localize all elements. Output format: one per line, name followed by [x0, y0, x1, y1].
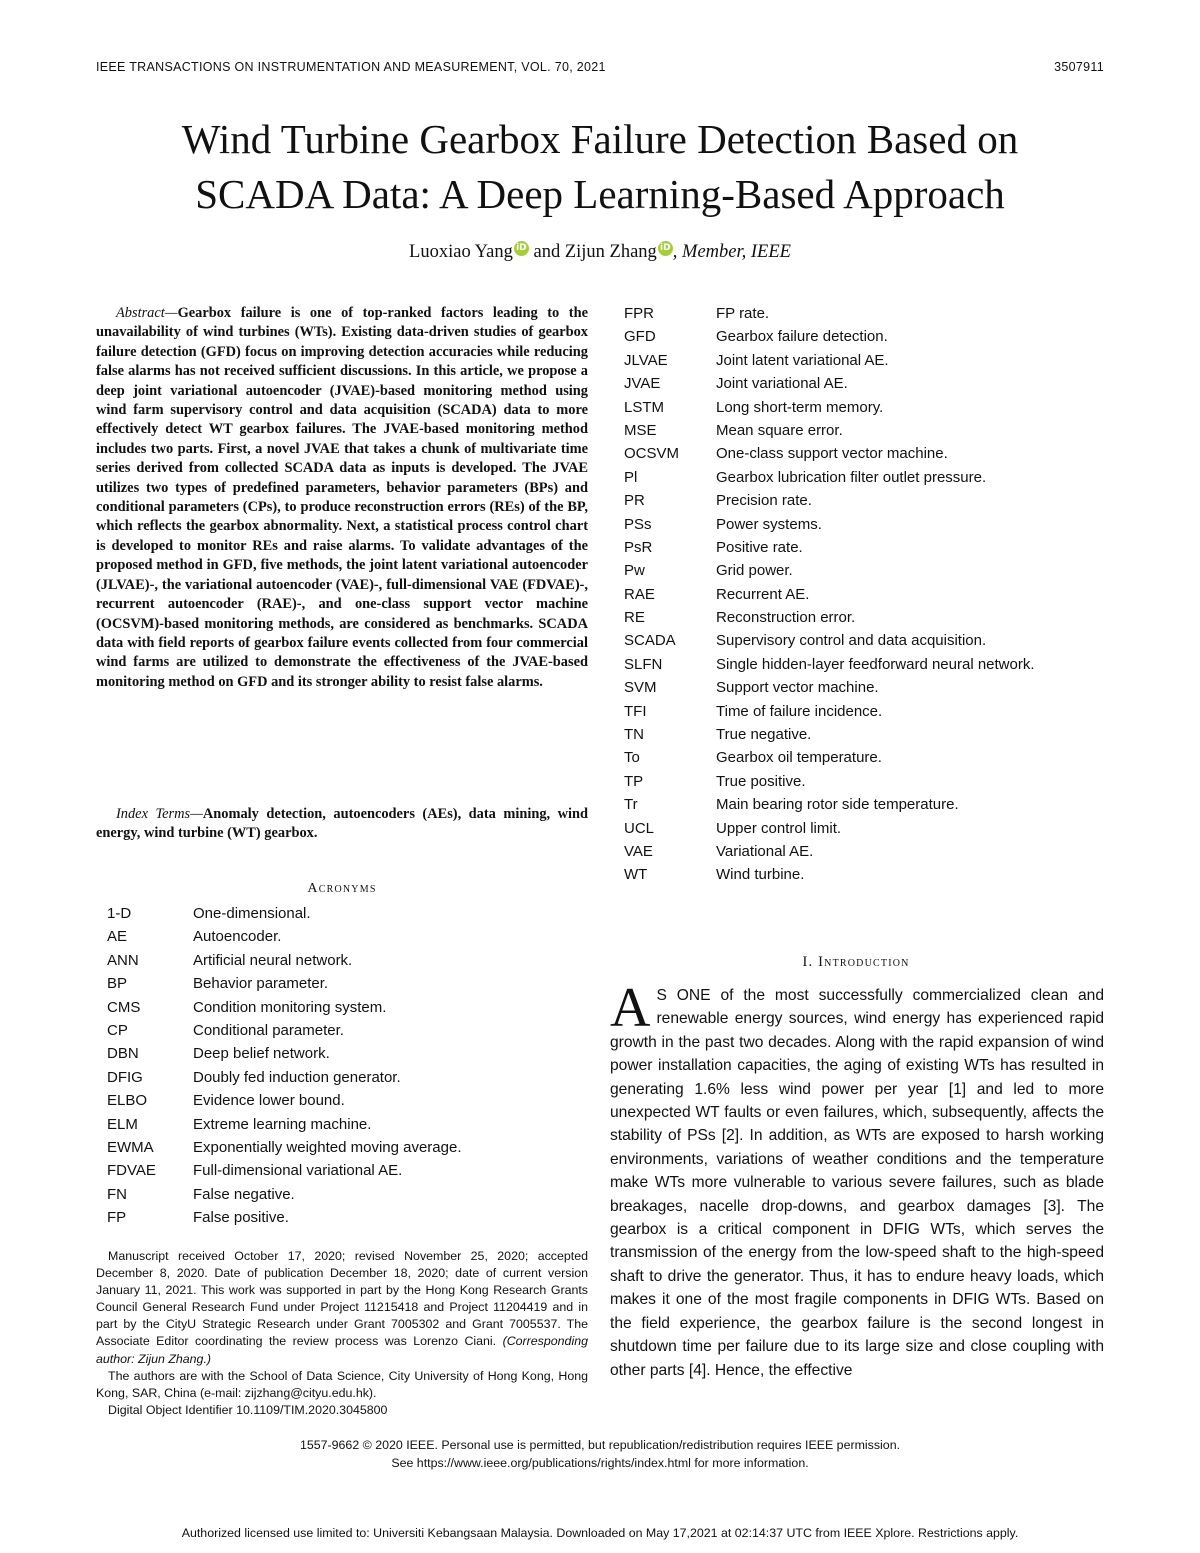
orcid-icon[interactable]: iD	[658, 241, 673, 256]
acronym-definition: Wind turbine.	[716, 866, 805, 884]
acronym-abbreviation: FP	[107, 1209, 127, 1227]
manuscript-history	[96, 1248, 588, 1368]
acronym-abbreviation: SLFN	[624, 655, 663, 673]
acronym-definition: Recurrent AE.	[716, 585, 810, 603]
abstract	[96, 304, 588, 692]
acronym-definition: Precision rate.	[716, 492, 812, 510]
acronym-definition: Doubly fed induction generator.	[193, 1068, 401, 1086]
acronym-abbreviation: OCSVM	[624, 445, 680, 463]
acronym-row	[624, 352, 1104, 375]
acronym-row	[624, 843, 1104, 866]
acronym-abbreviation: EWMA	[107, 1138, 154, 1156]
acronym-definition: Variational AE.	[716, 842, 814, 860]
acronym-row	[624, 796, 1104, 819]
acronym-definition: Deep belief network.	[193, 1045, 330, 1063]
acronym-abbreviation: PsR	[624, 538, 653, 556]
acronym-abbreviation: TN	[624, 726, 644, 744]
acronym-abbreviation: ELBO	[107, 1092, 148, 1110]
acronym-abbreviation: GFD	[624, 328, 656, 346]
acronym-definition: Gearbox oil temperature.	[716, 749, 882, 767]
acronym-definition: FP rate.	[716, 305, 770, 322]
acronym-definition: Upper control limit.	[716, 819, 842, 837]
acronym-row	[107, 1069, 587, 1092]
intro-lead-caps: S ONE	[656, 987, 711, 1004]
acronym-definition: Time of failure incidence.	[716, 702, 883, 720]
acronym-abbreviation: Tr	[624, 796, 638, 814]
intro-body: of the most successfully commercialized clean and renewable energy sources, wind energy has experienced rapid growth in the past two decades. Along with the rapid expansion of wind power installation capacities, the aging of existing WTs has resulted in generating 1.6% less wind power per year [1] and led to more unexpected WT faults or even failures, which, subsequently, affects the stability of PSs [2]. In addition, as WTs are exposed to harsh working environments, variations of weather conditions and the temperature make WTs more vulnerable to various severe failures, such as blade breakages, nacelle drop-downs, and gearbox damages [3]. The gearbox is a critical component in DFIG WTs, which serves the transmission of the energy from the low-speed shaft to the high-speed shaft to drive the generator. Thus, it has to endure heavy loads, which makes it one of the most fragile components in DFIG WTs. Based on the field experience, the gearbox failure is the second longest in shutdown time per failure due to its large size and close coupling with other parts [4]. Hence, the effective	[610, 987, 1104, 1379]
acronym-definition: False positive.	[193, 1209, 289, 1227]
acronyms-heading: Acronyms	[307, 881, 377, 896]
index-terms	[96, 805, 588, 844]
acronym-row	[107, 999, 587, 1022]
acronym-definition: Gearbox failure detection.	[716, 328, 888, 346]
acronym-list-right	[624, 305, 1104, 890]
acronym-row	[624, 492, 1104, 515]
author-conjunction: and	[533, 242, 561, 263]
acronym-row	[107, 1116, 587, 1139]
acronym-row	[624, 445, 1104, 468]
acronym-list-left	[107, 905, 587, 1232]
acronym-row	[624, 703, 1104, 726]
acronym-definition: Artificial neural network.	[193, 951, 353, 969]
acronym-row	[107, 1139, 587, 1162]
acronym-abbreviation: VAE	[624, 842, 653, 860]
acronym-row	[624, 399, 1104, 422]
acronym-row	[624, 328, 1104, 351]
acronym-abbreviation: MSE	[624, 421, 657, 439]
index-terms-label: Index Terms—	[116, 806, 203, 822]
acronym-abbreviation: FDVAE	[107, 1162, 156, 1180]
introduction-text	[610, 977, 1104, 1382]
acronym-abbreviation: Pw	[624, 562, 645, 580]
acronym-row	[107, 1186, 587, 1209]
acronym-definition: Extreme learning machine.	[193, 1115, 372, 1133]
acronym-row	[107, 975, 587, 998]
acronym-abbreviation: SCADA	[624, 632, 676, 650]
drop-cap: A	[610, 977, 651, 1039]
acronym-definition: Main bearing rotor side temperature.	[716, 796, 959, 814]
acronym-abbreviation: TP	[624, 772, 644, 790]
acronym-abbreviation: JLVAE	[624, 351, 668, 369]
acronym-definition: True positive.	[716, 772, 806, 790]
abstract-text: Gearbox failure is one of top-ranked factors leading to the unavailability of wind turbines (WTs). Existing data-driven studies of gearbox failure detection (GFD) focus on improving detection accuracies while reducing false alarms has not received sufficient discussions. In this article, we propose a deep joint variational autoencoder (JVAE)-based monitoring method using wind farm supervisory control and data acquisition (SCADA) data to more effectively detect WT gearbox failures. The JVAE-based monitoring method includes two parts. First, a novel JVAE that takes a chunk of multivariate time series derived from collected SCADA data as inputs is developed. The JVAE utilizes two types of predefined parameters, behavior parameters (BPs) and conditional parameters (CPs), to produce reconstruction errors (REs) of the BP, which reflects the gearbox abnormality. Next, a statistical process control chart is developed to monitor REs and raise alarms. To validate advantages of the proposed method in GFD, five methods, the joint latent variational autoencoder (JLVAE)-, the variational autoencoder (VAE)-, full-dimensional VAE (FDVAE)-, recurrent autoencoder (RAE)-, and one-class support vector machine (OCSVM)-based monitoring methods, are considered as benchmarks. SCADA data with field reports of gearbox failure events collected from four commercial wind farms are utilized to demonstrate the effectiveness of the JVAE-based monitoring method on GFD and its stronger ability to resist false alarms.	[96, 305, 588, 690]
acronym-definition: Exponentially weighted moving average.	[193, 1138, 462, 1156]
copyright-line-1: 1557-9662 © 2020 IEEE. Personal use is permitted, but republication/redistribution requires IEEE permission.	[299, 1438, 901, 1452]
acronym-row	[624, 749, 1104, 772]
author-line	[96, 241, 1104, 263]
acronym-abbreviation: FN	[107, 1185, 127, 1203]
title-line-2: SCADA Data: A Deep Learning-Based Approach	[195, 171, 1005, 217]
orcid-icon[interactable]: iD	[514, 241, 529, 256]
acronym-abbreviation: 1-D	[107, 905, 132, 922]
acronym-abbreviation: RE	[624, 609, 645, 627]
acronym-abbreviation: WT	[624, 866, 648, 884]
acronym-row	[624, 422, 1104, 445]
acronym-definition: True negative.	[716, 726, 812, 744]
manuscript-note	[96, 1248, 588, 1419]
acronym-abbreviation: To	[624, 749, 640, 767]
acronym-row	[624, 656, 1104, 679]
acronym-abbreviation: Pl	[624, 468, 638, 486]
acronym-definition: Autoencoder.	[193, 928, 282, 946]
acronym-definition: One-class support vector machine.	[716, 445, 948, 463]
acronym-abbreviation: RAE	[624, 585, 655, 603]
author-comma: ,	[672, 242, 678, 263]
acronym-row	[624, 375, 1104, 398]
introduction-heading: I. Introduction	[802, 954, 910, 970]
acronym-row	[624, 679, 1104, 702]
index-terms-text: Anomaly detection, autoencoders (AEs), data mining, wind energy, wind turbine (WT) gearbox.	[96, 806, 588, 842]
acronym-row	[624, 469, 1104, 492]
acronym-row	[107, 905, 587, 928]
copyright-notice	[96, 1437, 1104, 1472]
acronym-abbreviation: BP	[107, 975, 128, 993]
acronym-abbreviation: CMS	[107, 998, 141, 1016]
journal-name: IEEE TRANSACTIONS ON INSTRUMENTATION AND MEASUREMENT, VOL. 70, 2021	[96, 60, 606, 74]
acronym-abbreviation: FPR	[624, 305, 654, 322]
corresponding-author: (Corresponding author: Zijun Zhang.)	[96, 1334, 588, 1366]
copyright-line-2: See https://www.ieee.org/publications/rights/index.html for more information.	[391, 1455, 809, 1470]
acronym-row	[107, 1209, 587, 1232]
acronym-abbreviation: JVAE	[624, 375, 661, 393]
acronym-row	[624, 516, 1104, 539]
acronym-row	[624, 562, 1104, 585]
acronym-abbreviation: PR	[624, 492, 645, 510]
acronym-row	[624, 773, 1104, 796]
acronym-definition: Single hidden-layer feedforward neural network.	[716, 655, 1035, 673]
acronym-definition: Conditional parameter.	[193, 1021, 344, 1039]
license-line: Authorized licensed use limited to: Universiti Kebangsaan Malaysia. Downloaded on May 17,2021 at 02:14:37 UTC from IEEE Xplore. Restrictions apply.	[181, 1526, 1019, 1540]
acronym-abbreviation: TFI	[624, 702, 647, 720]
acronym-row	[107, 1045, 587, 1068]
acronym-row	[624, 632, 1104, 655]
acronym-abbreviation: PSs	[624, 515, 652, 533]
acronym-abbreviation: CP	[107, 1021, 128, 1039]
acronym-definition: False negative.	[193, 1185, 295, 1203]
acronym-row	[107, 1022, 587, 1045]
manuscript-history-text: Manuscript received October 17, 2020; revised November 25, 2020; accepted December 8, 2020. Date of publication December 18, 2020; date of current version January 11, 2021. This work was supported in part by the Hong Kong Research Grants Council General Research Fund under Project 11215418 and Project 11204419 and in part by the CityU Strategic Research under Grant 7005302 and Grant 7005537. The Associate Editor coordinating the review process was Lorenzo Ciani.	[96, 1249, 588, 1349]
author-membership: Member, IEEE	[682, 242, 791, 263]
running-head	[96, 60, 1104, 80]
acronym-row	[107, 1092, 587, 1115]
acronym-definition: Mean square error.	[716, 421, 843, 439]
acronym-definition: Support vector machine.	[716, 679, 879, 697]
page-number: 3507911	[1054, 60, 1104, 74]
acronym-definition: One-dimensional.	[193, 905, 311, 922]
acronym-definition: Long short-term memory.	[716, 398, 884, 416]
author-2: Zijun Zhang	[564, 242, 657, 263]
acronym-definition: Evidence lower bound.	[193, 1092, 345, 1110]
acronym-definition: Supervisory control and data acquisition.	[716, 632, 987, 650]
acronym-row	[107, 928, 587, 951]
acronym-row	[624, 305, 1104, 328]
acronym-abbreviation: ELM	[107, 1115, 138, 1133]
acronym-definition: Joint variational AE.	[716, 375, 848, 393]
acronym-abbreviation: AE	[107, 928, 128, 946]
acronym-definition: Gearbox lubrication filter outlet pressure.	[716, 468, 987, 486]
acronym-abbreviation: SVM	[624, 679, 657, 697]
acronym-definition: Condition monitoring system.	[193, 998, 387, 1016]
acronym-abbreviation: DFIG	[107, 1068, 143, 1086]
acronym-definition: Power systems.	[716, 515, 822, 533]
acronym-row	[624, 866, 1104, 889]
acronym-row	[624, 586, 1104, 609]
acronym-row	[107, 1162, 587, 1185]
acronym-row	[624, 609, 1104, 632]
acronym-row	[624, 726, 1104, 749]
acronym-row	[624, 820, 1104, 843]
author-1: Luoxiao Yang	[409, 242, 513, 263]
acronym-definition: Full-dimensional variational AE.	[193, 1162, 403, 1180]
acronym-row	[624, 539, 1104, 562]
acronym-abbreviation: ANN	[107, 951, 139, 969]
paper-title	[96, 112, 1104, 222]
acronym-abbreviation: UCL	[624, 819, 655, 837]
acronym-definition: Behavior parameter.	[193, 975, 329, 993]
acronym-abbreviation: LSTM	[624, 398, 665, 416]
acronym-definition: Positive rate.	[716, 538, 803, 556]
acronym-definition: Joint latent variational AE.	[716, 351, 889, 369]
acronym-definition: Grid power.	[716, 562, 793, 580]
author-affiliation: The authors are with the School of Data Science, City University of Hong Kong, Hong Kong, SAR, China (e-mail: zijzhang@cityu.edu.hk).	[96, 1368, 588, 1400]
acronym-definition: Reconstruction error.	[716, 609, 856, 627]
acronym-row	[107, 952, 587, 975]
acronym-abbreviation: DBN	[107, 1045, 139, 1063]
abstract-label: Abstract—	[116, 305, 178, 321]
title-line-1: Wind Turbine Gearbox Failure Detection Based on	[181, 116, 1019, 162]
doi: Digital Object Identifier 10.1109/TIM.2020.3045800	[108, 1402, 388, 1417]
